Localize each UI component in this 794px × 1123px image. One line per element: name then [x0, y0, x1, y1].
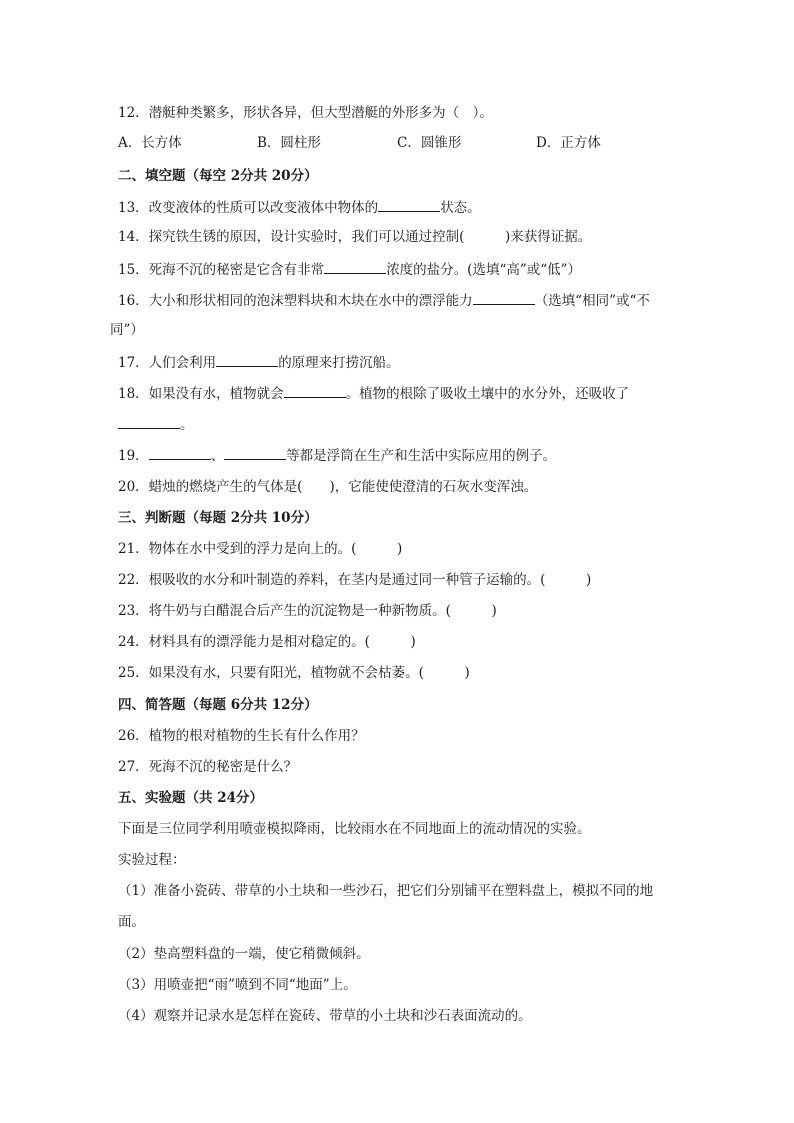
section-4-heading: 四、简答题（每题 6分共 12分）: [118, 697, 318, 713]
experiment-step-2: （2）垫高塑料盘的一端，使它稍微倾斜。: [118, 946, 370, 962]
question-18: 18．如果没有水，植物就会 。植物的根除了吸收土壤中的水分外，还吸收了: [118, 383, 694, 404]
question-24: 24．材料具有的漂浮能力是相对稳定的。( ): [118, 634, 416, 650]
option-a: A．长方体: [118, 135, 182, 151]
question-27: 27．死海不沉的秘密是什么？: [118, 759, 298, 775]
experiment-step-1: （1）准备小瓷砖、带草的小土块和一些沙石，把它们分别铺平在塑料盘上，模拟不同的地: [118, 883, 654, 899]
section-2-heading: 二、填空题（每空 2分共 20分）: [118, 168, 318, 184]
question-20: 20．蜡烛的燃烧产生的气体是( )，它能使使澄清的石灰水变浑浊。: [118, 479, 538, 495]
answer-blank[interactable]: [284, 383, 346, 398]
question-23: 23．将牛奶与白醋混合后产生的沉淀物是一种新物质。( ): [118, 603, 497, 619]
option-c: C．圆锥形: [397, 135, 462, 151]
experiment-step-4: （4）观察并记录水是怎样在瓷砖、带草的小土块和沙石表面流动的。: [118, 1008, 532, 1024]
question-25: 25．如果没有水，只要有阳光，植物就不会枯萎。( ): [118, 665, 470, 681]
answer-blank[interactable]: [149, 445, 211, 460]
experiment-intro: 下面是三位同学利用喷壶模拟降雨，比较雨水在不同地面上的流动情况的实验。: [118, 821, 591, 837]
answer-blank[interactable]: [324, 259, 386, 274]
option-d: D．正方体: [536, 135, 601, 151]
option-b: B．圆柱形: [257, 135, 321, 151]
answer-blank[interactable]: [118, 414, 180, 429]
section-5-heading: 五、实验题（共 24分）: [118, 790, 263, 806]
question-22: 22．根吸收的水分和叶制造的养料，在茎内是通过同一种管子运输的。( ): [118, 572, 592, 588]
question-15: 15．死海不沉的秘密是它含有非常 浓度的盐分。(选填“高”或“低”）: [118, 259, 694, 280]
question-16: 16．大小和形状相同的泡沫塑料块和木块在水中的漂浮能力 （选填“相同”或“不: [118, 290, 694, 311]
question-12-stem: 12．潜艇种类繁多，形状各异，但大型潜艇的外形多为（ ）。: [118, 105, 493, 121]
question-21: 21．物体在水中受到的浮力是向上的。( ): [118, 541, 403, 557]
answer-blank[interactable]: [378, 197, 440, 212]
question-17: 17．人们会利用 的原理来打捞沉船。: [118, 352, 694, 373]
answer-blank[interactable]: [216, 352, 278, 367]
question-13: 13．改变液体的性质可以改变液体中物体的 状态。: [118, 197, 694, 218]
experiment-step-3: （3）用喷壶把“雨”喷到不同“地面”上。: [118, 977, 357, 993]
question-26: 26．植物的根对植物的生长有什么作用？: [118, 728, 365, 744]
experiment-process-label: 实验过程：: [118, 852, 186, 868]
answer-blank[interactable]: [224, 445, 286, 460]
question-14: 14．探究铁生锈的原因，设计实验时，我们可以通过控制( )来获得证据。: [118, 229, 592, 245]
section-3-heading: 三、判断题（每题 2分共 10分）: [118, 510, 318, 526]
question-19: 19． 、 等都是浮筒在生产和生活中实际应用的例子。: [118, 445, 694, 466]
answer-blank[interactable]: [473, 290, 535, 305]
question-18-continued: 。: [118, 414, 694, 435]
question-16-continued: 同”）: [110, 322, 144, 338]
experiment-step-1-continued: 面。: [118, 914, 145, 930]
